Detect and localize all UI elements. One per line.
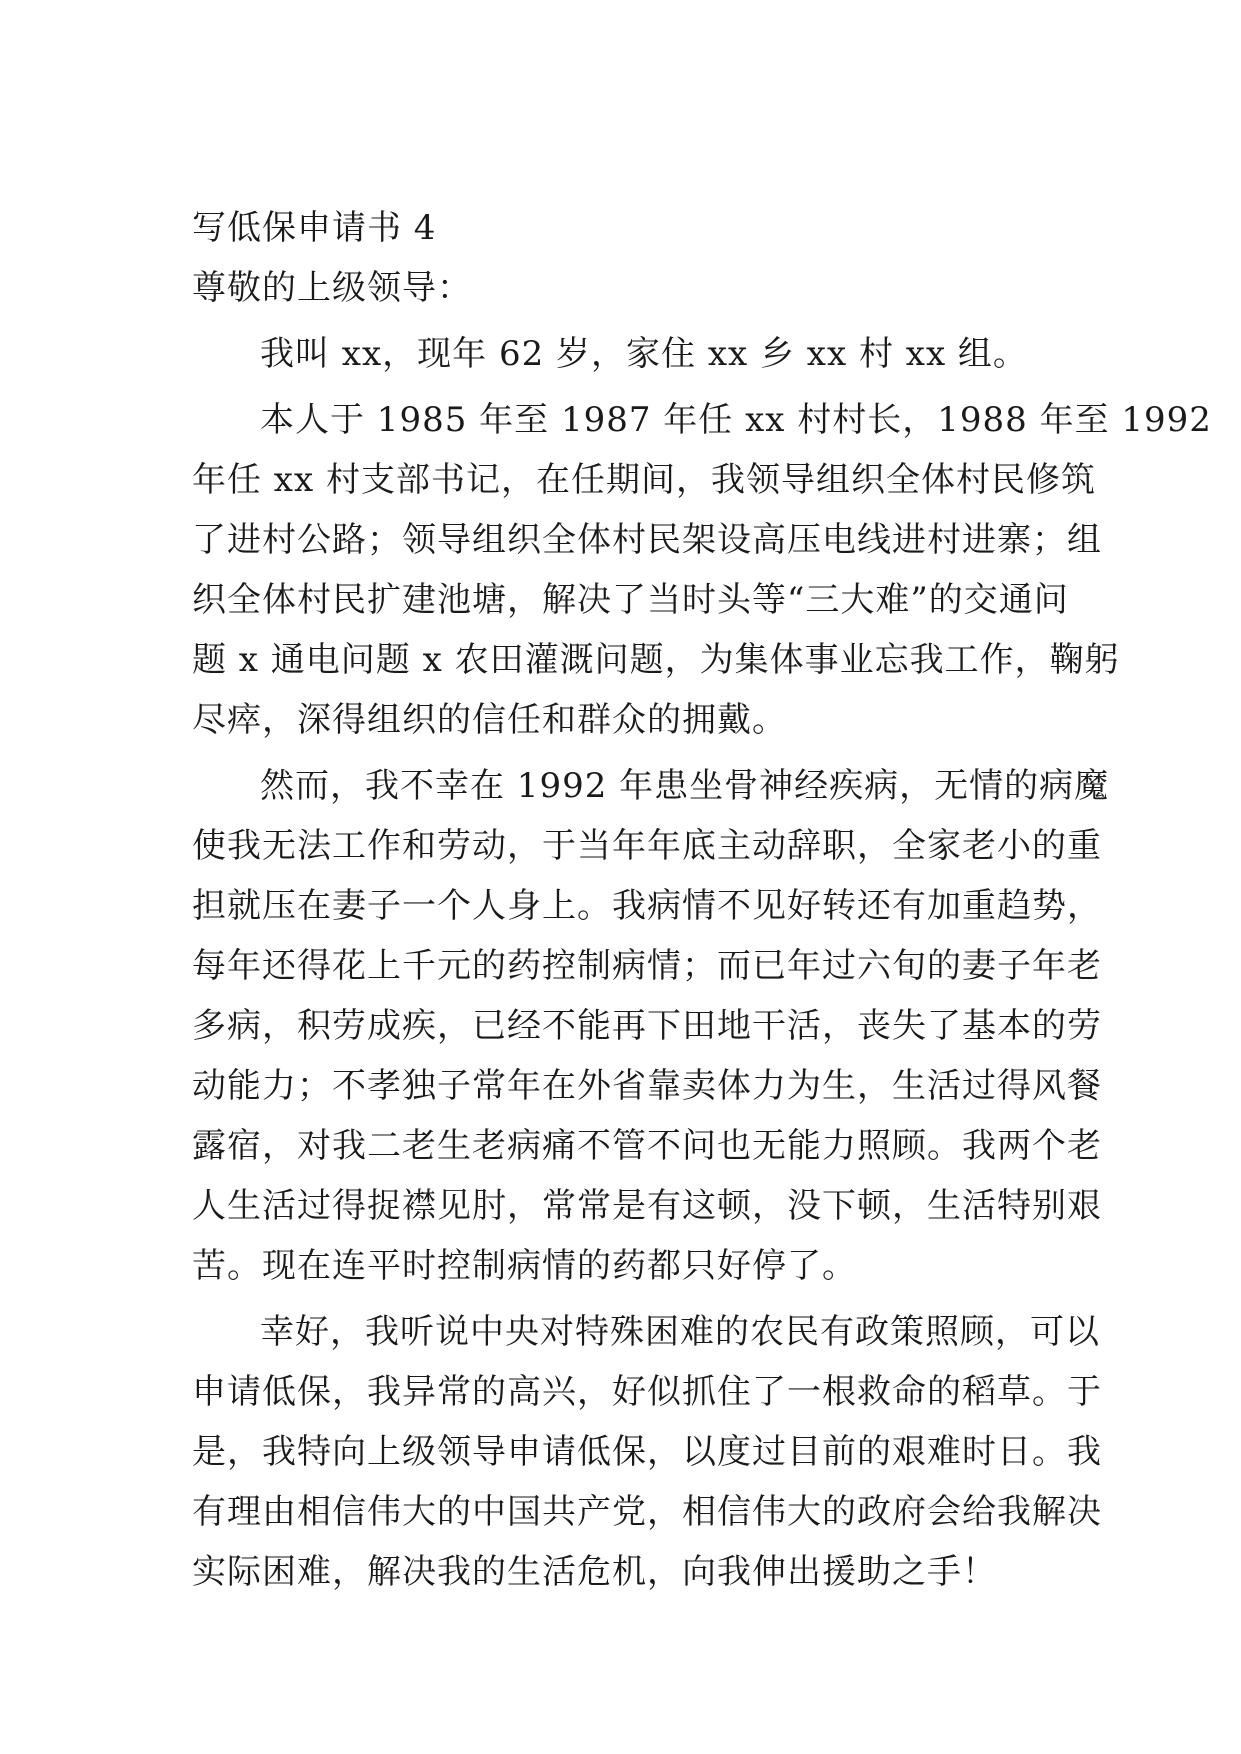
paragraph-line: 担就压在妻子一个人身上。我病情不见好转还有加重趋势， [192,886,1102,926]
paragraph-line: 使我无法工作和劳动，于当年年底主动辞职，全家老小的重 [192,826,1102,866]
paragraph-line: 人生活过得捉襟见肘，常常是有这顿，没下顿，生活特别艰 [192,1186,1102,1226]
paragraph-line: 是，我特向上级领导申请低保，以度过目前的艰难时日。我 [192,1432,1102,1472]
paragraph-line: 题 x 通电问题 x 农田灌溉问题，为集体事业忘我工作，鞠躬 [192,640,1120,680]
paragraph-line: 尽瘁，深得组织的信任和群众的拥戴。 [192,700,787,740]
paragraph-line: 多病，积劳成疾，已经不能再下田地干活，丧失了基本的劳 [192,1006,1102,1046]
paragraph-line: 申请低保，我异常的高兴，好似抓住了一根救命的稻草。于 [192,1372,1102,1412]
paragraph-line: 我叫 xx，现年 62 岁，家住 xx 乡 xx 村 xx 组。 [260,334,1028,374]
paragraph [192,390,1212,750]
document-body [192,198,1212,1608]
paragraph-line: 露宿，对我二老生老病痛不管不问也无能力照顾。我两个老 [192,1126,1102,1166]
paragraph-line: 苦。现在连平时控制病情的药都只好停了。 [192,1246,857,1286]
paragraph-line: 每年还得花上千元的药控制病情；而已年过六旬的妻子年老 [192,946,1102,986]
paragraph-line: 了进村公路；领导组织全体村民架设高压电线进村进寨；组 [192,520,1102,560]
paragraph [192,1302,1102,1602]
paragraph [192,324,1062,384]
paragraph-line: 幸好，我听说中央对特殊困难的农民有政策照顾，可以 [260,1312,1100,1352]
paragraph-line: 有理由相信伟大的中国共产党，相信伟大的政府会给我解决 [192,1492,1102,1532]
paragraph [192,756,1110,1296]
paragraph-line: 本人于 1985 年至 1987 年任 xx 村村长，1988 年至 1992 [260,400,1212,440]
paragraph-line: 织全体村民扩建池塘，解决了当时头等“三大难”的交通问 [192,580,1069,620]
salutation: 尊敬的上级领导： [192,268,472,308]
document-title: 写低保申请书 4 [192,208,437,248]
paragraph-line: 实际困难，解决我的生活危机，向我伸出援助之手！ [192,1552,997,1592]
paragraph-line: 动能力；不孝独子常年在外省靠卖体力为生，生活过得风餐 [192,1066,1102,1106]
paragraph-line: 然而，我不幸在 1992 年患坐骨神经疾病，无情的病魔 [260,766,1110,806]
paragraph-line: 年任 xx 村支部书记，在任期间，我领导组织全体村民修筑 [192,460,1096,500]
